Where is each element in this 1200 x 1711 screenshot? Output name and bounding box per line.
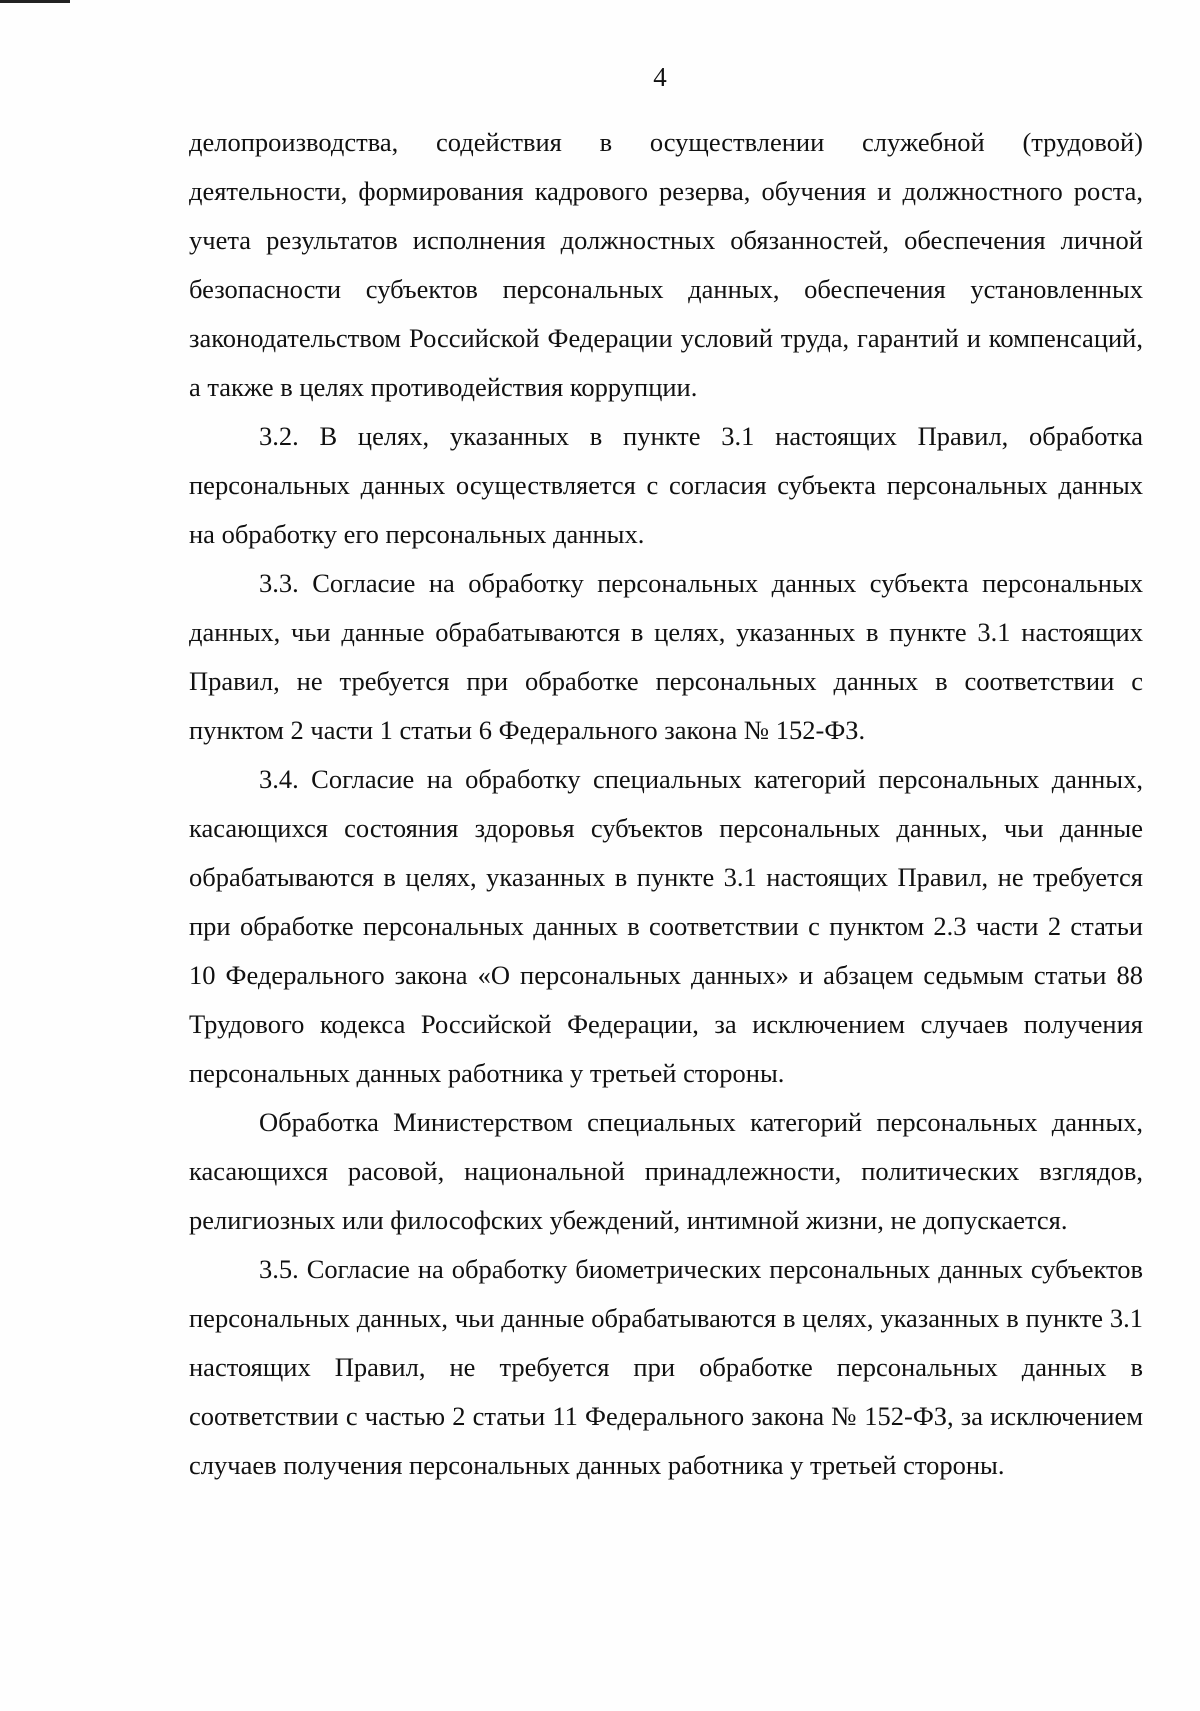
paragraph-3-4-second: Обработка Министерством специальных категорий персональных данных, касающихся расовой, национальной принадлежности, политических взглядов, религиозных или философских убеждений, интимной жизни, не допускается.: [189, 1107, 1143, 1235]
paragraph-3-3: 3.3. Согласие на обработку персональных данных субъекта персональных данных, чьи данные обрабатываются в целях, указанных в пункте 3.1 настоящих Правил, не требуется при обработке персональных данных в соответствии с пунктом 2 части 1 статьи 6 Федерального закона № 152-ФЗ.: [189, 568, 1143, 745]
paragraph-3-4: 3.4. Согласие на обработку специальных категорий персональных данных, касающихся состояния здоровья субъектов персональных данных, чьи данные обрабатываются в целях, указанных в пункте 3.1 настоящих Правил, не требуется при обработке персональных данных в соответствии с пунктом 2.3 части 2 статьи 10 Федерального закона «О персональных данных» и абзацем седьмым статьи 88 Трудового кодекса Российской Федерации, за исключением случаев получения персональных данных работника у третьей стороны.: [189, 764, 1143, 1088]
page-number: 4: [653, 62, 667, 92]
paragraph-3-5: 3.5. Согласие на обработку биометрических персональных данных субъектов персональных данных, чьи данные обрабатываются в целях, указанных в пункте 3.1 настоящих Правил, не требуется при обработке персональных данных в соответствии с частью 2 статьи 11 Федерального закона № 152-ФЗ, за исключением случаев получения персональных данных работника у третьей стороны.: [189, 1254, 1143, 1480]
scan-edge-mark: [0, 0, 70, 3]
paragraph-continuation: делопроизводства, содействия в осуществлении служебной (трудовой) деятельности, формирования кадрового резерва, обучения и должностного роста, учета результатов исполнения должностных обязанностей, обеспечения личной безопасности субъектов персональных данных, обеспечения установленных законодательством Российской Федерации условий труда, гарантий и компенсаций, а также в целях противодействия коррупции.: [189, 127, 1143, 402]
paragraph-3-2: 3.2. В целях, указанных в пункте 3.1 настоящих Правил, обработка персональных данных осуществляется с согласия субъекта персональных данных на обработку его персональных данных.: [189, 421, 1143, 549]
document-body: [189, 118, 1143, 1490]
